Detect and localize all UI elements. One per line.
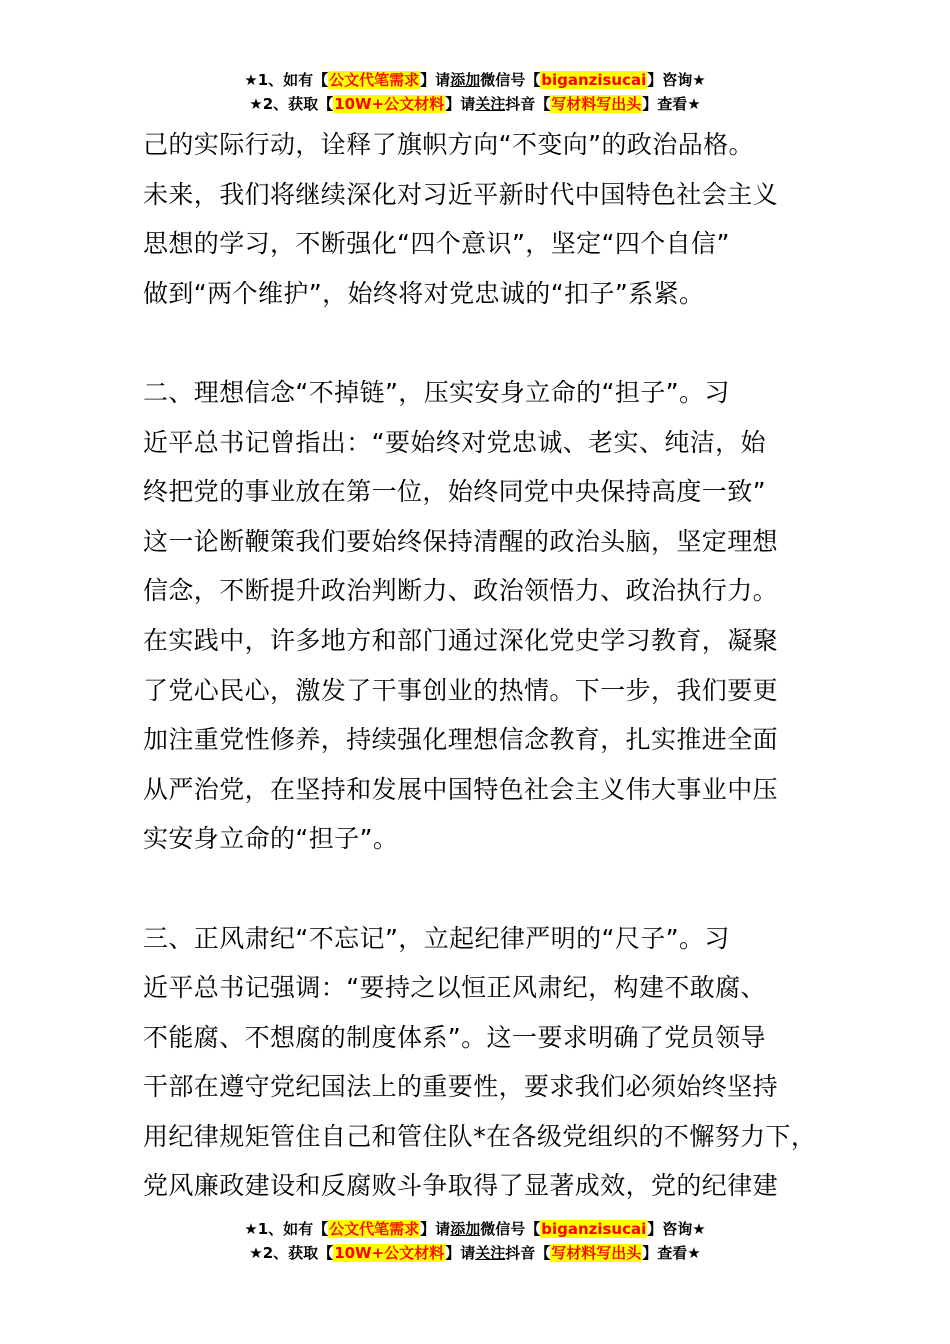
text-line: 思想的学习，不断强化“四个意识”，坚定“四个自信”: [143, 229, 730, 259]
banner-text: ★2、获取【: [249, 1244, 334, 1262]
banner-line-1: [0, 68, 950, 92]
document-body: [143, 120, 833, 1211]
text-line: 党风廉政建设和反腐败斗争取得了显著成效，党的纪律建: [143, 1171, 779, 1201]
text-line: 终把党的事业放在第一位，始终同党中央保持高度一致”: [143, 477, 766, 507]
banner-text: 】请: [420, 1220, 451, 1238]
banner-text: 抖音【: [505, 95, 551, 113]
banner-text: 】咨询★: [647, 1220, 706, 1238]
text-line: 了党心民心，激发了干事创业的热情。下一步，我们要更: [143, 675, 779, 705]
text-line: 信念，不断提升政治判断力、政治领悟力、政治执行力。: [143, 576, 779, 606]
text-line: 加注重党性修养，持续强化理想信念教育，扎实推进全面: [143, 725, 779, 755]
banner-text: 微信号【: [480, 1220, 541, 1238]
text-line: 二、理想信念“不掉链”，压实安身立命的“担子”。习: [143, 377, 730, 407]
banner-text: 】查看★: [642, 1244, 701, 1262]
text-line: 干部在遵守党纪国法上的重要性，要求我们必须始终坚持: [143, 1072, 779, 1102]
banner-text: 抖音【: [505, 1244, 551, 1262]
paragraph-1: [143, 120, 833, 318]
banner-highlight: 写材料写出头: [551, 95, 642, 113]
text-line: 近平总书记曾指出：“要始终对党忠诚、老实、纯洁，始: [143, 427, 766, 457]
header-banner: [0, 68, 950, 116]
banner-line-2: [0, 92, 950, 116]
banner-text: ★1、如有【: [244, 1220, 329, 1238]
banner-text: 】请: [445, 1244, 476, 1262]
banner-highlight: 公文代笔需求: [329, 1220, 420, 1238]
text-line: 用纪律规矩管住自己和管住队*在各级党组织的不懈努力下，: [143, 1121, 817, 1151]
paragraph-spacer: [143, 318, 833, 368]
banner-underlined-text: 关注: [475, 95, 506, 113]
banner-highlight: 写材料写出头: [551, 1244, 642, 1262]
text-line: 未来，我们将继续深化对习近平新时代中国特色社会主义: [143, 179, 779, 209]
paragraph-3: [143, 914, 833, 1212]
banner-text: 】咨询★: [647, 71, 706, 89]
banner-line-1: [0, 1217, 950, 1241]
text-line: 在实践中，许多地方和部门通过深化党史学习教育，凝聚: [143, 625, 779, 655]
footer-banner: [0, 1217, 950, 1265]
text-line: 三、正风肃纪“不忘记”，立起纪律严明的“尺子”。习: [143, 923, 730, 953]
text-line: 实安身立命的“担子”。: [143, 824, 399, 854]
banner-highlight: 10W+公文材料: [334, 95, 445, 113]
banner-underlined-text: 关注: [475, 1244, 506, 1262]
paragraph-2: [143, 368, 833, 864]
banner-highlight: 10W+公文材料: [334, 1244, 445, 1262]
text-line: 不能腐、不想腐的制度体系”。这一要求明确了党员领导: [143, 1022, 766, 1052]
banner-highlight: biganzisucai: [541, 1220, 647, 1238]
banner-underlined-text: 添加: [450, 1220, 481, 1238]
paragraph-spacer: [143, 864, 833, 914]
banner-line-2: [0, 1241, 950, 1265]
text-line: 做到“两个维护”，始终将对党忠诚的“扣子”系紧。: [143, 278, 705, 308]
text-line: 从严治党，在坚持和发展中国特色社会主义伟大事业中压: [143, 774, 779, 804]
banner-text: ★2、获取【: [249, 95, 334, 113]
banner-text: 】请: [420, 71, 451, 89]
text-line: 近平总书记强调：“要持之以恒正风肃纪，构建不敢腐、: [143, 973, 766, 1003]
banner-highlight: biganzisucai: [541, 71, 647, 89]
banner-text: ★1、如有【: [244, 71, 329, 89]
banner-text: 】请: [445, 95, 476, 113]
text-line: 这一论断鞭策我们要始终保持清醒的政治头脑，坚定理想: [143, 526, 779, 556]
banner-text: 微信号【: [480, 71, 541, 89]
text-line: 己的实际行动，诠释了旗帜方向“不变向”的政治品格。: [143, 130, 754, 159]
banner-text: 】查看★: [642, 95, 701, 113]
banner-underlined-text: 添加: [450, 71, 481, 89]
banner-highlight: 公文代笔需求: [329, 71, 420, 89]
